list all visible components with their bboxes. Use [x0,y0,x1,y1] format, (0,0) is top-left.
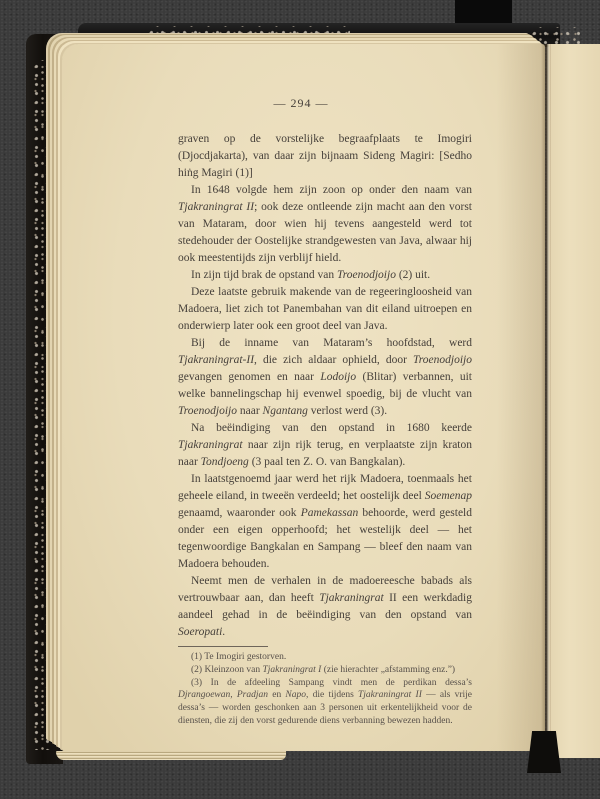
body-text [178,131,472,641]
footnote-list [178,651,472,728]
page-gutter [541,44,551,756]
paragraph: In 1648 volgde hem zijn zoon op onder den naam van Tjakraningrat II; ook deze ontleende zijn macht aan den vorst van Mataram, door wien hij tevens aangesteld werd tot stedehouder der Oostelijke strandgewesten van Java, alwaar hij ook meestentijds zijn verblijf hield. [178,184,472,264]
paragraph: In zijn tijd brak de opstand van Troenodjoijo (2) uit. [191,269,431,281]
marbled-pattern-corner [528,27,580,45]
marbled-pattern-top [145,26,350,41]
gutter-shadow [527,731,561,773]
paragraph: Bij de inname van Mataram’s hoofdstad, werd Tjakraningrat-II, die zich aldaar ophield, door Troenodjoijo gevangen genomen en naar Lodoijo (Blitar) verbannen, uit welke bannelingschap hij evenwel spoedig, bij de vlucht van Troenodjoijo naar Ngantang verlost werd (3). [178,337,473,417]
paragraph: In laatstgenoemd jaar werd het rijk Madoera, toenmaals het geheele eiland, in tweeën verdeeld; het oostelijk deel Soemenap genaamd, waaronder ook Pamekassan behoorde, werd gesteld onder een eigen opperhoofd; het westelijk deel — het tegenwoordige Bangkalan en Sampang — bleef den naam van Madoera behouden. [178,473,472,570]
footnote: (1) Te Imogiri gestorven. [191,652,287,662]
paragraph: Deze laatste gebruik makende van de regeeringloosheid van Madoera, liet zich tot Panembahan van dit eiland uitroepen en onderwierp later ook een groot deel van Java. [178,286,472,332]
book-page [62,44,545,751]
facing-page-edge [549,44,600,758]
marbled-pattern-left [30,60,56,750]
paragraph: Neemt men de verhalen in de madoereesche babads als vertrouwbaar aan, dan heeft Tjakraningrat II een werkdadig aandeel gehad in de beëindiging van den opstand van Soeropati. [178,575,472,638]
paragraph: Na beëindiging van den opstand in 1680 keerde Tjakraningrat naar zijn rijk terug, en verplaatste zijn kraton naar Tondjoeng (3 paal ten Z. O. van Bangkalan). [178,422,472,468]
footnote: (2) Kleinzoon van Tjakraningrat I (zie hierachter „afstamming enz.”) [191,664,456,675]
paragraph: graven op de vorstelijke begraafplaats te Imogiri (Djocdjakarta), van daar zijn bijnaam Sideng Magiri: [Sedho hiṅg Magiri (1)] [178,133,472,179]
footnote: (3) In de afdeeling Sampang vindt men de perdikan dessa’s Djrangoewan, Pradjan en Napo, die tijdens Tjakraningrat II — als vrije dessa’s — worden geschonken aan 3 personen uit erkentelijkheid voor de diensten, die zij den vorst gedurende diens verbanning bewezen hadden. [178,677,473,726]
page-stack-bottom-edge [56,751,286,760]
text-block [178,96,472,728]
page-number: — 294 — [273,96,329,110]
footnote-rule [178,646,268,647]
